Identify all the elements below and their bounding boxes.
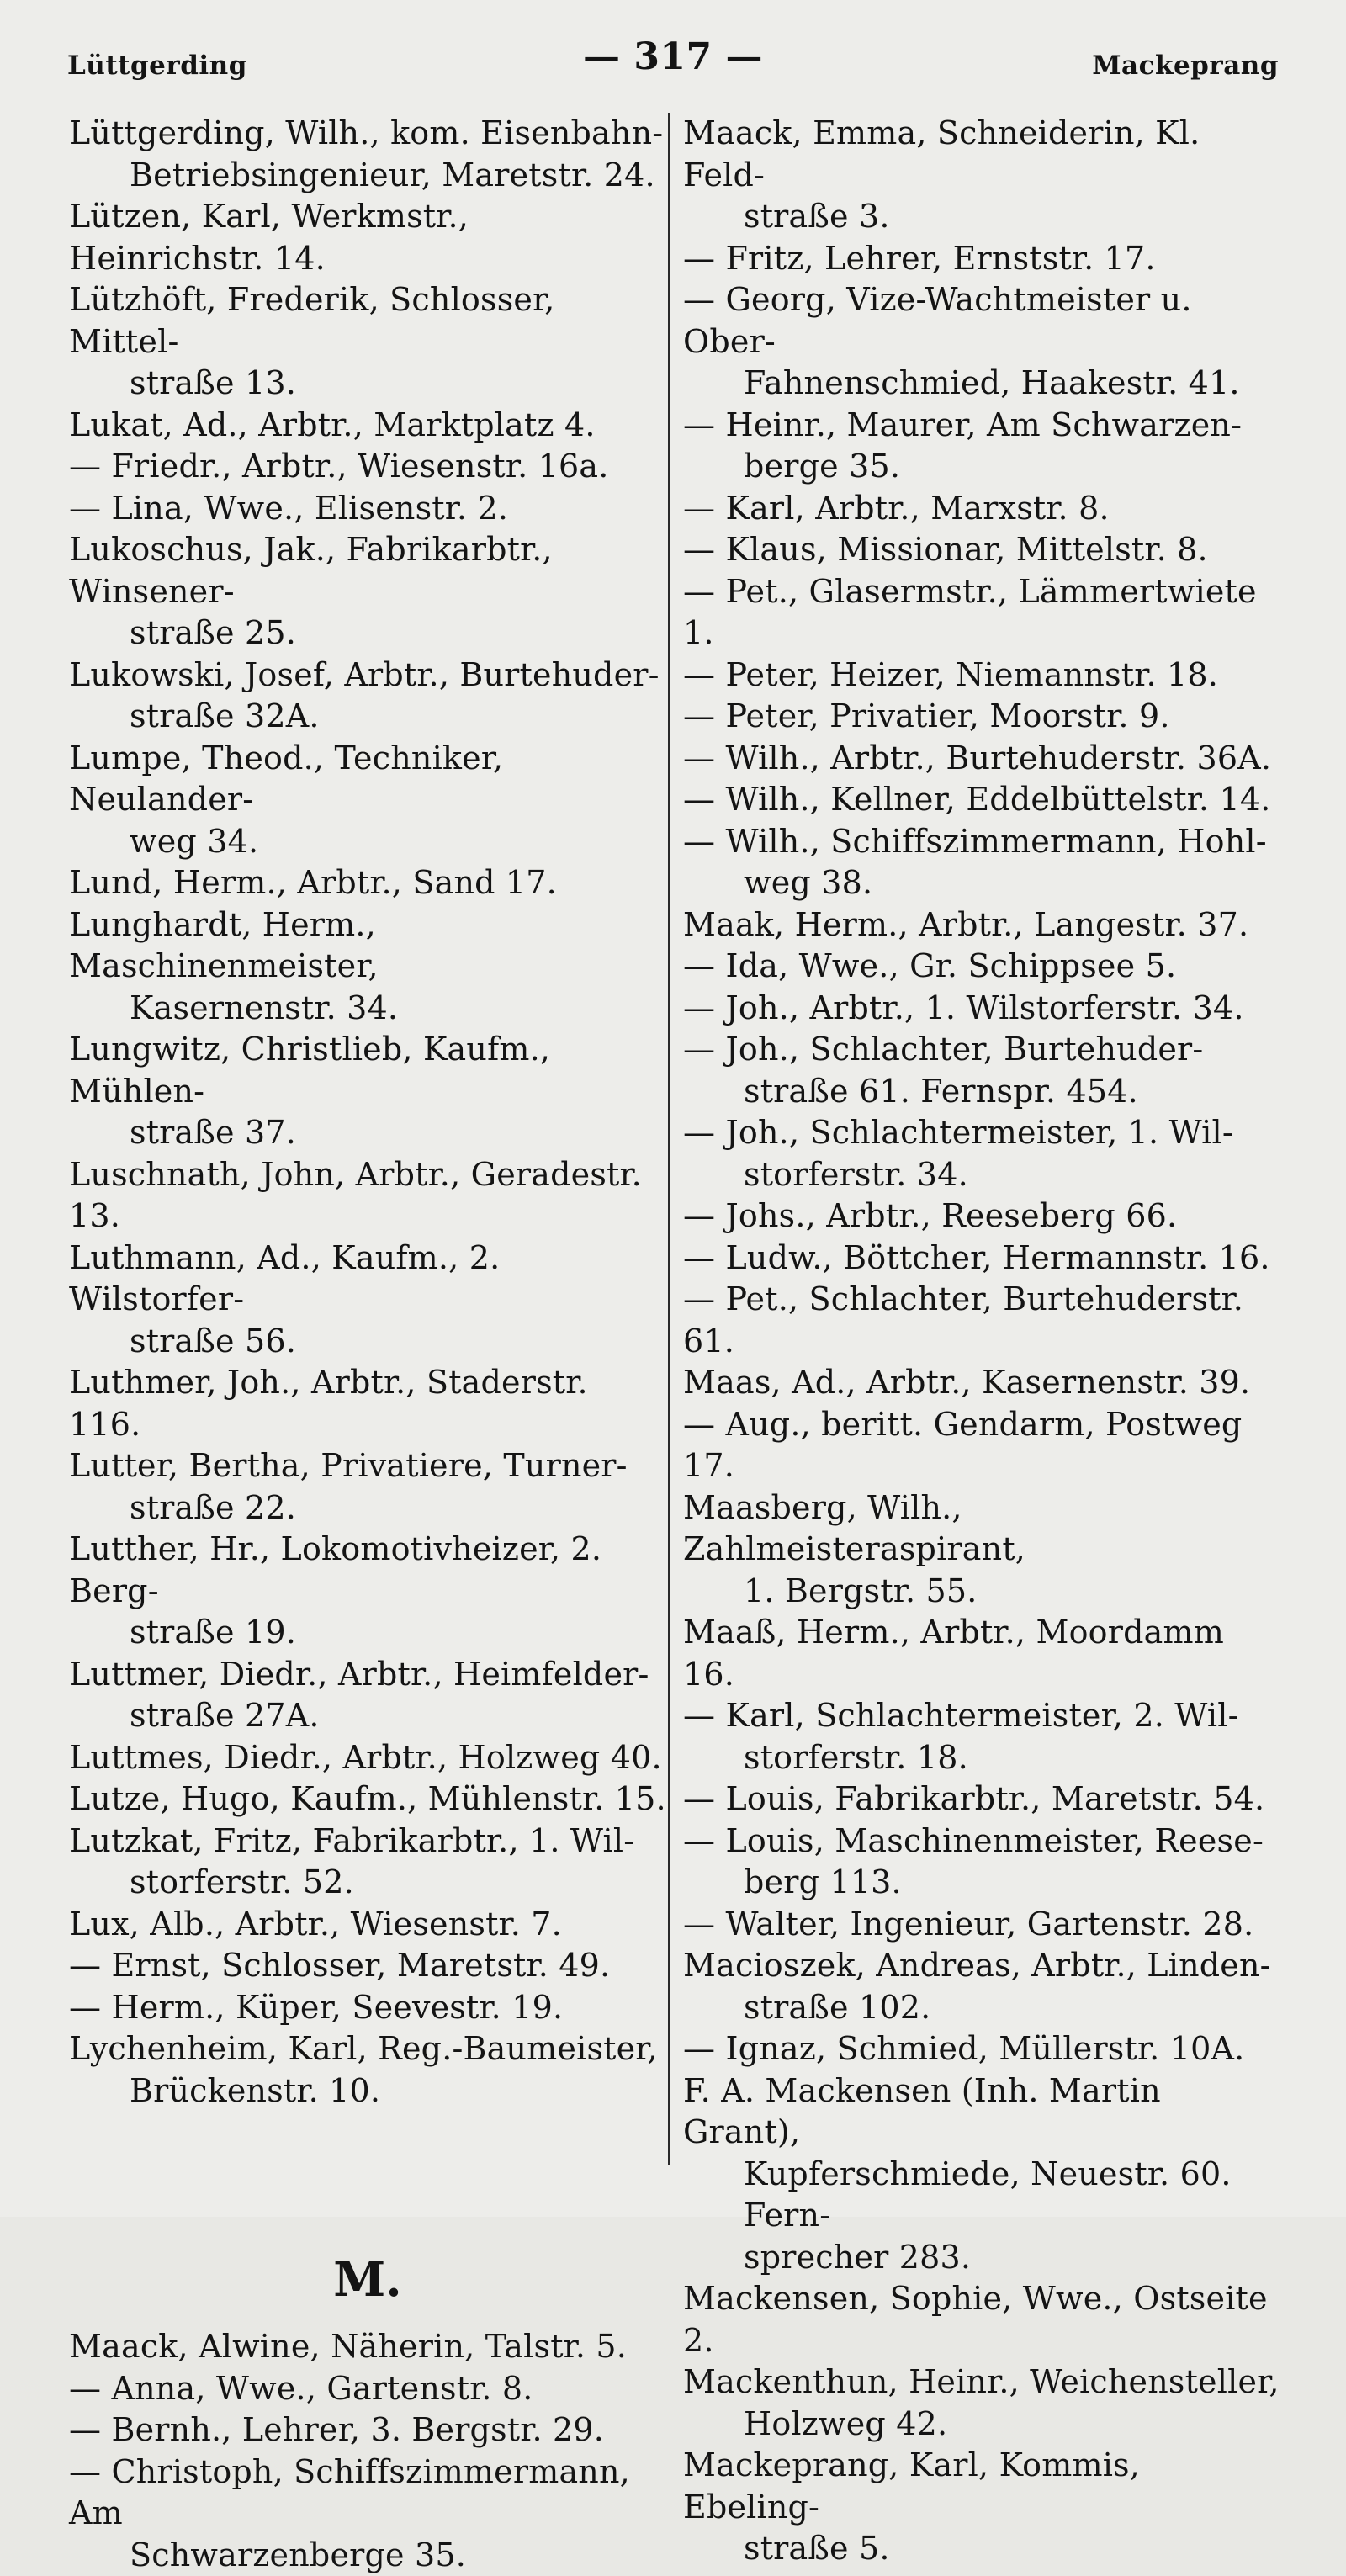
directory-entry	[683, 1487, 1282, 1613]
entry-line: Maaß, Herm., Arbtr., Moordamm 16.	[683, 1612, 1282, 1695]
entry-line: — Ida, Wwe., Gr. Schippsee 5.	[683, 946, 1282, 988]
entry-continuation: berg 113.	[683, 1862, 1282, 1904]
directory-entry	[683, 2361, 1282, 2445]
directory-entry	[69, 655, 666, 738]
column-divider	[668, 113, 670, 2165]
directory-entry	[69, 1778, 666, 1821]
directory-entry	[683, 1362, 1282, 1404]
directory-entry	[683, 1195, 1282, 1238]
entry-line: — Herm., Küper, Seevestr. 19.	[69, 1987, 666, 2029]
directory-entry	[683, 2070, 1282, 2279]
entry-line: Maasberg, Wilh., Zahlmeisteraspirant,	[683, 1487, 1282, 1571]
entry-line: — Joh., Arbtr., 1. Wilstorferstr. 34.	[683, 988, 1282, 1030]
directory-entry	[69, 279, 666, 405]
entry-line: — Georg, Vize-Wachtmeister u. Ober-	[683, 279, 1282, 363]
directory-entry	[683, 696, 1282, 738]
directory-entry	[683, 988, 1282, 1030]
entry-line: — Peter, Heizer, Niemannstr. 18.	[683, 655, 1282, 697]
directory-entry	[683, 1238, 1282, 1280]
entry-continuation: Kasernenstr. 34.	[69, 988, 666, 1030]
directory-entry	[69, 1445, 666, 1529]
entry-continuation: straße 61. Fernspr. 454.	[683, 1071, 1282, 1113]
directory-entry	[683, 1778, 1282, 1821]
directory-entry	[69, 446, 666, 488]
directory-entry	[683, 1612, 1282, 1695]
entry-continuation: straße 32A.	[69, 696, 666, 738]
entry-continuation: storferstr. 18.	[683, 1737, 1282, 1779]
directory-entry	[683, 1112, 1282, 1195]
entry-line: Lukat, Ad., Arbtr., Marktplatz 4.	[69, 405, 666, 447]
directory-entry	[69, 488, 666, 530]
entry-continuation: straße 56.	[69, 1321, 666, 1363]
entry-continuation: straße 5.	[683, 2528, 1282, 2570]
directory-entry	[69, 1945, 666, 1987]
left-column	[69, 113, 666, 2576]
entry-line: — Karl, Arbtr., Marxstr. 8.	[683, 488, 1282, 530]
directory-entry	[683, 2028, 1282, 2070]
directory-entry	[683, 1404, 1282, 1487]
entry-continuation: sprecher 283.	[683, 2237, 1282, 2279]
entry-line: — Ernst, Schlosser, Maretstr. 49.	[69, 1945, 666, 1987]
entry-line: — Ignaz, Schmied, Müllerstr. 10A.	[683, 2028, 1282, 2070]
entry-line: — Lina, Wwe., Elisenstr. 2.	[69, 488, 666, 530]
directory-entry	[69, 1821, 666, 1904]
entry-continuation: straße 22.	[69, 1487, 666, 1529]
entry-line: Luschnath, John, Arbtr., Geradestr. 13.	[69, 1154, 666, 1238]
entry-line: Lützhöft, Frederik, Schlosser, Mittel-	[69, 279, 666, 363]
directory-entry	[69, 738, 666, 863]
entry-line: — Fritz, Lehrer, Ernststr. 17.	[683, 238, 1282, 280]
directory-entry	[683, 405, 1282, 488]
entry-line: Maak, Herm., Arbtr., Langestr. 37.	[683, 904, 1282, 946]
directory-entry	[683, 821, 1282, 904]
right-column	[683, 113, 1282, 2570]
entry-line: — Bernh., Lehrer, 3. Bergstr. 29.	[69, 2409, 666, 2451]
entry-line: Mackeprang, Karl, Kommis, Ebeling-	[683, 2445, 1282, 2528]
directory-entry	[683, 2278, 1282, 2361]
page-number: — 317 —	[0, 35, 1346, 78]
directory-entry	[69, 1904, 666, 1946]
header-left-keyword: Lüttgerding	[67, 50, 247, 81]
entry-continuation: straße 13.	[69, 363, 666, 405]
entry-line: Lüttgerding, Wilh., kom. Eisenbahn-	[69, 113, 666, 155]
entry-line: Lumpe, Theod., Techniker, Neulander-	[69, 738, 666, 821]
entry-line: Mackenthun, Heinr., Weichensteller,	[683, 2361, 1282, 2404]
section-letter-heading: M.	[69, 2234, 666, 2326]
entry-line: F. A. Mackensen (Inh. Martin Grant),	[683, 2070, 1282, 2154]
entry-line: Luthmann, Ad., Kaufm., 2. Wilstorfer-	[69, 1238, 666, 1321]
entry-continuation: Schwarzenberge 35.	[69, 2535, 666, 2576]
entry-continuation: Kupferschmiede, Neuestr. 60. Fern-	[683, 2154, 1282, 2237]
directory-entry	[683, 904, 1282, 946]
directory-entry	[683, 1279, 1282, 1362]
entry-line: — Friedr., Arbtr., Wiesenstr. 16a.	[69, 446, 666, 488]
entry-continuation: storferstr. 52.	[69, 1862, 666, 1904]
entry-continuation: weg 34.	[69, 821, 666, 863]
directory-entry	[69, 2451, 666, 2576]
entry-line: Lux, Alb., Arbtr., Wiesenstr. 7.	[69, 1904, 666, 1946]
entry-continuation: straße 3.	[683, 196, 1282, 238]
directory-entry	[69, 113, 666, 196]
directory-entry	[683, 1821, 1282, 1904]
entry-line: — Louis, Fabrikarbtr., Maretstr. 54.	[683, 1778, 1282, 1821]
entry-continuation: storferstr. 34.	[683, 1154, 1282, 1196]
entry-line: Lutter, Bertha, Privatiere, Turner-	[69, 1445, 666, 1487]
entry-continuation: Brückenstr. 10.	[69, 2070, 666, 2112]
directory-entry	[69, 1737, 666, 1779]
directory-entry	[69, 1654, 666, 1737]
entry-continuation: 1. Bergstr. 55.	[683, 1571, 1282, 1613]
entry-continuation: Betriebsingenieur, Maretstr. 24.	[69, 155, 666, 197]
directory-entry	[69, 2028, 666, 2112]
entry-continuation: straße 25.	[69, 612, 666, 655]
entry-line: — Joh., Schlachter, Burtehuder-	[683, 1029, 1282, 1071]
entry-line: Lunghardt, Herm., Maschinenmeister,	[69, 904, 666, 988]
directory-entry	[69, 1987, 666, 2029]
entry-line: Lungwitz, Christlieb, Kaufm., Mühlen-	[69, 1029, 666, 1112]
directory-entry	[683, 738, 1282, 780]
entry-continuation: Holzweg 42.	[683, 2404, 1282, 2446]
entry-line: — Pet., Schlachter, Burtehuderstr. 61.	[683, 1279, 1282, 1362]
directory-entry	[69, 405, 666, 447]
entry-line: Lutzkat, Fritz, Fabrikarbtr., 1. Wil-	[69, 1821, 666, 1863]
entry-line: — Pet., Glasermstr., Lämmertwiete 1.	[683, 571, 1282, 655]
entry-line: — Heinr., Maurer, Am Schwarzen-	[683, 405, 1282, 447]
directory-entry	[69, 1362, 666, 1445]
directory-entry	[683, 279, 1282, 405]
entry-line: — Wilh., Arbtr., Burtehuderstr. 36A.	[683, 738, 1282, 780]
directory-entry	[69, 2368, 666, 2410]
directory-entry	[683, 946, 1282, 988]
directory-entry	[69, 904, 666, 1030]
entry-continuation: berge 35.	[683, 446, 1282, 488]
directory-entry	[683, 238, 1282, 280]
entry-line: — Anna, Wwe., Gartenstr. 8.	[69, 2368, 666, 2410]
entry-line: — Walter, Ingenieur, Gartenstr. 28.	[683, 1904, 1282, 1946]
entry-line: — Johs., Arbtr., Reeseberg 66.	[683, 1195, 1282, 1238]
directory-entry	[69, 2409, 666, 2451]
directory-entry	[69, 1154, 666, 1238]
entry-line: Lychenheim, Karl, Reg.-Baumeister,	[69, 2028, 666, 2070]
entry-line: Macioszek, Andreas, Arbtr., Linden-	[683, 1945, 1282, 1987]
directory-entry	[683, 779, 1282, 821]
entry-line: — Peter, Privatier, Moorstr. 9.	[683, 696, 1282, 738]
entry-line: — Wilh., Kellner, Eddelbüttelstr. 14.	[683, 779, 1282, 821]
directory-entry	[683, 1695, 1282, 1778]
page-header	[0, 35, 1346, 94]
entry-line: Luttmes, Diedr., Arbtr., Holzweg 40.	[69, 1737, 666, 1779]
directory-entry	[69, 1238, 666, 1363]
directory-entry	[683, 655, 1282, 697]
entry-line: Mackensen, Sophie, Wwe., Ostseite 2.	[683, 2278, 1282, 2361]
directory-entry	[683, 2445, 1282, 2570]
entry-line: — Christoph, Schiffszimmermann, Am	[69, 2451, 666, 2535]
entry-line: — Ludw., Böttcher, Hermannstr. 16.	[683, 1238, 1282, 1280]
entry-line: — Louis, Maschinenmeister, Reese-	[683, 1821, 1282, 1863]
directory-entry	[69, 1029, 666, 1154]
entry-line: Lutze, Hugo, Kaufm., Mühlenstr. 15.	[69, 1778, 666, 1821]
entry-line: Luthmer, Joh., Arbtr., Staderstr. 116.	[69, 1362, 666, 1445]
directory-entry	[69, 2326, 666, 2368]
directory-entry	[683, 1904, 1282, 1946]
entry-line: Lukoschus, Jak., Fabrikarbtr., Winsener-	[69, 529, 666, 612]
directory-entry	[683, 113, 1282, 238]
directory-entry	[683, 1029, 1282, 1112]
entry-line: — Klaus, Missionar, Mittelstr. 8.	[683, 529, 1282, 571]
entry-continuation: weg 38.	[683, 862, 1282, 904]
directory-entry	[683, 571, 1282, 655]
entry-continuation: straße 102.	[683, 1987, 1282, 2029]
entry-continuation: Fahnenschmied, Haakestr. 41.	[683, 363, 1282, 405]
directory-entry	[683, 529, 1282, 571]
entry-line: Lund, Herm., Arbtr., Sand 17.	[69, 862, 666, 904]
entry-line: Lutther, Hr., Lokomotivheizer, 2. Berg-	[69, 1529, 666, 1612]
entry-line: Lützen, Karl, Werkmstr., Heinrichstr. 14.	[69, 196, 666, 279]
entry-line: Lukowski, Josef, Arbtr., Burtehuder-	[69, 655, 666, 697]
directory-entry	[69, 862, 666, 904]
entry-continuation: straße 37.	[69, 1112, 666, 1154]
entry-continuation: straße 27A.	[69, 1695, 666, 1737]
entry-continuation: straße 19.	[69, 1612, 666, 1654]
directory-entry	[69, 1529, 666, 1654]
directory-entry	[683, 1945, 1282, 2028]
entry-line: Maas, Ad., Arbtr., Kasernenstr. 39.	[683, 1362, 1282, 1404]
entry-line: — Joh., Schlachtermeister, 1. Wil-	[683, 1112, 1282, 1154]
directory-entry	[69, 529, 666, 655]
entry-line: — Karl, Schlachtermeister, 2. Wil-	[683, 1695, 1282, 1737]
directory-entry	[683, 488, 1282, 530]
entry-line: — Wilh., Schiffszimmermann, Hohl-	[683, 821, 1282, 863]
entry-line: Maack, Alwine, Näherin, Talstr. 5.	[69, 2326, 666, 2368]
entry-line: Luttmer, Diedr., Arbtr., Heimfelder-	[69, 1654, 666, 1696]
directory-entry	[69, 196, 666, 279]
header-right-keyword: Mackeprang	[1092, 50, 1279, 81]
entry-line: Maack, Emma, Schneiderin, Kl. Feld-	[683, 113, 1282, 196]
entry-line: — Aug., beritt. Gendarm, Postweg 17.	[683, 1404, 1282, 1487]
